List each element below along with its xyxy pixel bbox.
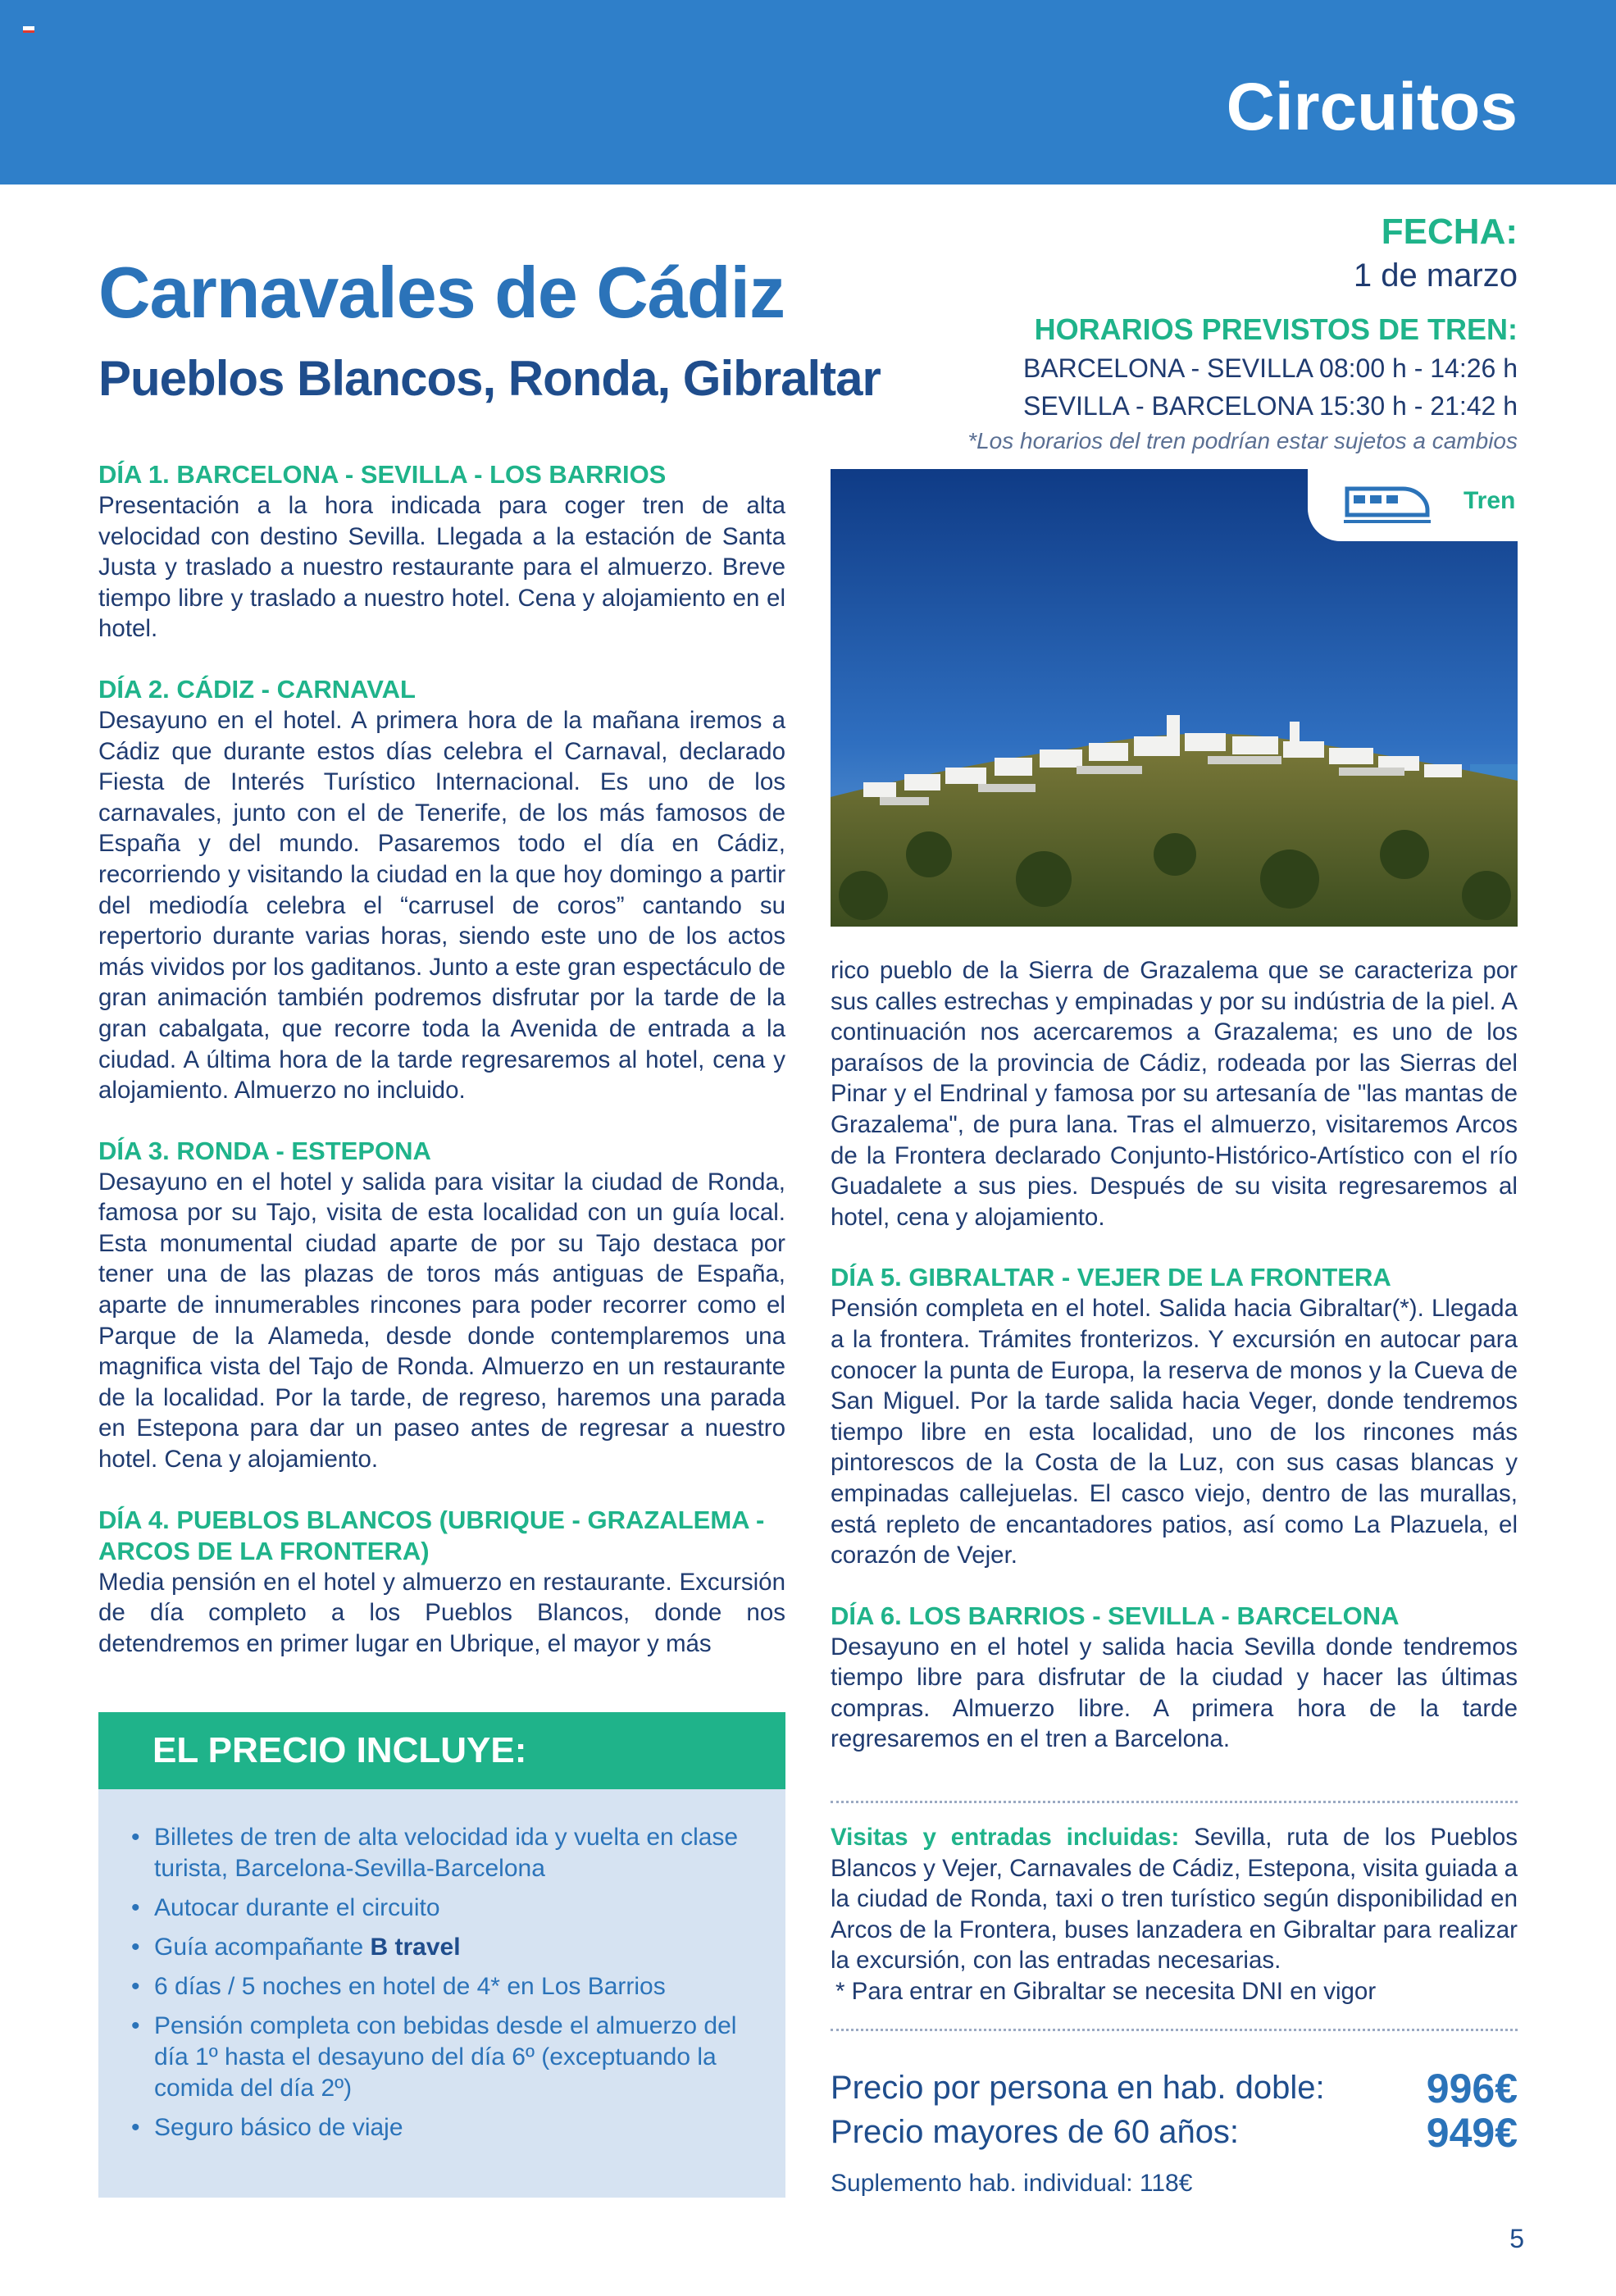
- flag-mark-icon: [23, 26, 34, 33]
- itinerary-right-column: [831, 955, 1518, 1784]
- includes-item-text: 6 días / 5 noches en hotel de 4* en Los Barrios: [154, 1973, 666, 2000]
- price-doble-label: Precio por persona en hab. doble:: [831, 2070, 1325, 2106]
- visitas-text: Sevilla, ruta de los Pueblos Blancos y Vejer, Carnavales de Cádiz, Estepona, visita guiada a la ciudad de Ronda, taxi o tren turístico según disponibilidad en Arcos de la Frontera, buses lanzadera en Gibraltar para realizar la excursión, con las entradas necesarias.: [831, 1824, 1518, 1975]
- includes-item-text: Guía acompañante: [154, 1934, 371, 1961]
- includes-item-text: Seguro básico de viaje: [154, 2114, 403, 2141]
- day-5-text: Pensión completa en el hotel. Salida hacia Gibraltar(*). Llegada a la frontera. Trámites fronterizos. Y excursión en autocar para conocer la punta de Europa, la reserva de monos y la Cueva de San Miguel. Por la tarde salida hacia Veger, donde tendremos tiempo libre en esta localidad, uno de los rincones más pintorescos de la Costa de la Luz, con sus casas blancas y empinadas callejuelas. El casco viejo, dentro de las murallas, está repleto de encantadores patios, así como La Plazuela, el corazón de Vejer.: [831, 1295, 1518, 1569]
- train-icon: [1342, 482, 1432, 525]
- transport-label: Tren: [1464, 487, 1516, 514]
- includes-heading: EL PRECIO INCLUYE:: [152, 1730, 527, 1770]
- page-number: 5: [1509, 2224, 1524, 2253]
- price-mayores-value: 949€: [1426, 2110, 1518, 2156]
- suplemento-text: Suplemento hab. individual: 118€: [831, 2170, 1193, 2197]
- visitas-note: * Para entrar en Gibraltar se necesita DNI en vigor: [835, 1977, 1377, 2005]
- price-row-mayores: [831, 2109, 1518, 2158]
- horario-note: *Los horarios del tren podrían estar sujetos a cambios: [967, 428, 1518, 453]
- trip-title: Carnavales de Cádiz: [98, 252, 785, 333]
- day-4-text-continued: rico pueblo de la Sierra de Grazalema que se caracteriza por sus calles estrechas y empinadas y por su indústria de la piel. A continuación nos acercaremos a Grazalema; es uno de los paraísos de la provincia de Cádiz, rodeada por las Sierras del Pinar y el Endrinal y famosa por su artesanía de "las mantas de Grazalema", de pura lana. Tras el almuerzo, visitaremos Arcos de la Frontera declarado Conjunto-Histórico-Artístico con el río Guadalete a sus pies. Después de su visita regresaremos al hotel, cena y alojamiento.: [831, 957, 1518, 1231]
- transport-badge: [1308, 469, 1518, 541]
- day-2-text: Desayuno en el hotel. A primera hora de la mañana iremos a Cádiz que durante estos días celebra el Carnaval, declarado Fiesta de Interés Turístico Internacional. Es uno de los carnavales, junto con el de Tenerife, de los más famosos de España y del mundo. Pasaremos todo el día en Cádiz, recorriendo y visitando la ciudad en la que hoy domingo a partir del mediodía celebra el “carrusel de coros” cantando su repertorio durante varias horas, siendo este uno de los actos más vividos por los gaditanos. Junto a este gran espectáculo de gran animación también podremos disfrutar por la tarde de la gran cabalgata, que recorre toda la Avenida de entrada a la ciudad. A última hora de la tarde regresaremos al hotel, cena y alojamiento. Almuerzo no incluido.: [98, 706, 785, 1105]
- itinerary-left-column: [98, 459, 785, 1688]
- includes-item-text: Billetes de tren de alta velocidad ida y vuelta en clase turista, Barcelona-Sevilla-Barcelona: [154, 1824, 739, 1882]
- day-6-text: Desayuno en el hotel y salida hacia Sevilla donde tendremos tiempo libre para disfrutar de la ciudad y hacer las últimas compras. Almuerzo libre. A primera hora de la tarde regresaremos en el tren a Barcelona.: [831, 1633, 1518, 1753]
- horarios-label: HORARIOS PREVISTOS DE TREN:: [1034, 312, 1518, 346]
- day-4-title: DÍA 4. PUEBLOS BLANCOS (UBRIQUE - GRAZALEMA - ARCOS DE LA FRONTERA): [98, 1505, 765, 1565]
- visitas-label: Visitas y entradas incluidas:: [831, 1824, 1180, 1851]
- divider: [831, 1801, 1518, 1803]
- day-2-title: DÍA 2. CÁDIZ - CARNAVAL: [98, 674, 416, 704]
- day-3-text: Desayuno en el hotel y salida para visitar la ciudad de Ronda, famosa por su Tajo, visita de esta localidad con un guía local. Esta monumental ciudad aparte de por su Tajo destaca por tener una de las plazas de toros más antiguas de España, aparte de innumerables rincones para poder recorrer como el Parque de la Alameda, desde donde contemplaremos una magnifica vista del Tajo de Ronda. Almuerzo en un restaurante de la localidad. Por la tarde, de regreso, haremos una parada en Estepona para dar un paseo antes de regresar a nuestro hotel. Cena y alojamiento.: [98, 1168, 785, 1474]
- includes-item: [131, 1971, 753, 2002]
- trip-subtitle: Pueblos Blancos, Ronda, Gibraltar: [98, 351, 881, 406]
- day-5-title: DÍA 5. GIBRALTAR - VEJER DE LA FRONTERA: [831, 1263, 1391, 1292]
- visitas-block: [831, 1822, 1518, 2007]
- includes-list: [131, 1822, 753, 2143]
- day-6-title: DÍA 6. LOS BARRIOS - SEVILLA - BARCELONA: [831, 1601, 1400, 1630]
- visitas-paragraph: [831, 1822, 1518, 1976]
- fecha-value: 1 de marzo: [1353, 257, 1518, 294]
- divider: [831, 2029, 1518, 2031]
- includes-panel: [98, 1789, 785, 2198]
- includes-header: [98, 1712, 785, 1789]
- trip-info: [845, 210, 1518, 458]
- village-photo: [831, 469, 1518, 927]
- includes-item: [131, 1932, 753, 1963]
- price-row-doble: [831, 2065, 1518, 2114]
- day-1-title: DÍA 1. BARCELONA - SEVILLA - LOS BARRIOS: [98, 460, 667, 489]
- includes-item: [131, 1822, 753, 1884]
- section-title: Circuitos: [1226, 70, 1518, 144]
- day-1-text: Presentación a la hora indicada para coger tren de alta velocidad con destino Sevilla. Llegada a la estación de Santa Justa y traslado a nuestro restaurante para el almuerzo. Breve tiempo libre y traslado a nuestro hotel. Cena y alojamiento en el hotel.: [98, 492, 785, 643]
- fecha-label: FECHA:: [1381, 212, 1518, 252]
- brand-name: B travel: [370, 1934, 461, 1961]
- price-doble-value: 996€: [1426, 2066, 1518, 2112]
- includes-item: [131, 2011, 753, 2104]
- price-mayores-label: Precio mayores de 60 años:: [831, 2114, 1240, 2150]
- includes-item: [131, 1893, 753, 1924]
- includes-item-text: Autocar durante el circuito: [154, 1894, 440, 1921]
- includes-item-text: Pensión completa con bebidas desde el almuerzo del día 1º hasta el desayuno del día 6º (exceptuando la comida del día 2º): [154, 2012, 737, 2102]
- header-band: [0, 0, 1616, 184]
- includes-item: [131, 2112, 753, 2143]
- day-3-title: DÍA 3. RONDA - ESTEPONA: [98, 1136, 431, 1165]
- horario-vuelta: SEVILLA - BARCELONA 15:30 h - 21:42 h: [1022, 391, 1518, 421]
- day-4-text: Media pensión en el hotel y almuerzo en restaurante. Excursión de día completo a los Pueblos Blancos, donde nos detendremos en primer lugar en Ubrique, el mayor y más: [98, 1568, 785, 1657]
- horario-ida: BARCELONA - SEVILLA 08:00 h - 14:26 h: [1022, 353, 1518, 383]
